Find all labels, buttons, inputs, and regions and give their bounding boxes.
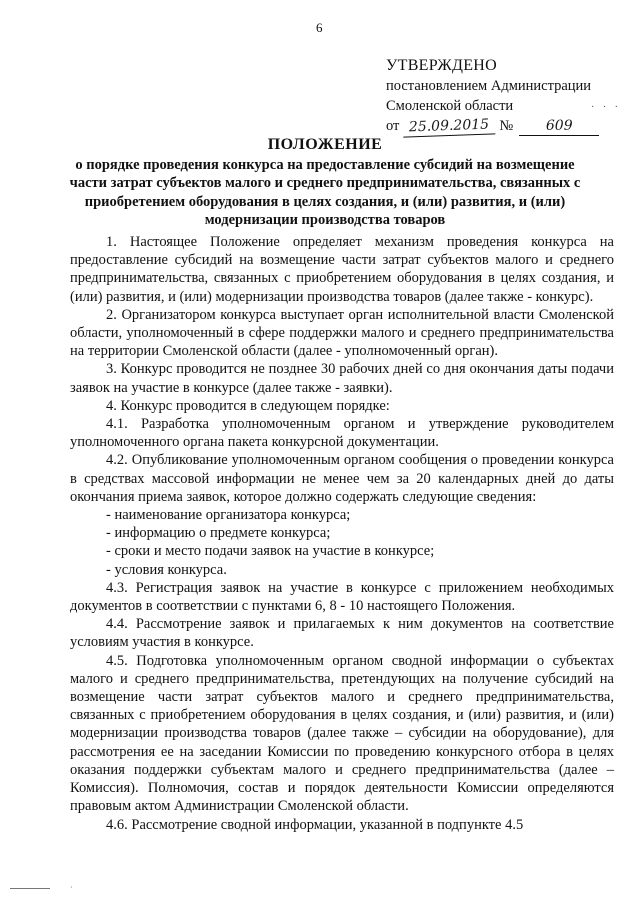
footer-mark: ·: [70, 883, 73, 892]
paragraph-4-2: 4.2. Опубликование уполномоченным органом сообщения о проведении конкурса в средствах массовой информации не менее чем за 20 календарных дней до даты окончания приема заявок, которое должно содержать следующие сведения:: [70, 452, 614, 505]
approval-prefix: от: [386, 118, 400, 134]
document-title: [60, 136, 590, 230]
approval-line-2: Смоленской области: [386, 98, 514, 114]
paragraph-4-1: 4.1. Разработка уполномоченным органом и утверждение руководителем уполномоченного органа пакета конкурсной документации.: [70, 416, 614, 451]
title-main: ПОЛОЖЕНИЕ: [267, 136, 383, 153]
title-subtitle: о порядке проведения конкурса на предоставление субсидий на возмещение части затрат субъектов малого и среднего предпринимательства, связанных с приобретением оборудования в целях создания, и (или) развития, и (или) модернизации производства товаров: [69, 156, 581, 228]
paragraph-1: 1. Настоящее Положение определяет механизм проведения конкурса на предоставление субсидий на возмещение части затрат субъектов малого и среднего предпринимательства, связанных с приобретением оборудования в целях создания, и (или) развития, и (или) модернизации производства товаров (далее также - конкурс).: [70, 234, 614, 305]
footer-divider: [10, 888, 50, 889]
list-item: - наименование организатора конкурса;: [106, 507, 351, 524]
approval-date-line: [386, 116, 626, 136]
paragraph-4-4: 4.4. Рассмотрение заявок и прилагаемых к ним документов на соответствие условиям участия в конкурсе.: [70, 616, 614, 651]
paragraph-4: 4. Конкурс проводится в следующем порядке:: [106, 397, 390, 414]
approval-heading: УТВЕРЖДЕНО: [386, 57, 498, 74]
scan-marks: · · ·: [591, 102, 621, 113]
approval-number: 609: [519, 117, 599, 136]
document-body: [70, 233, 614, 834]
approval-line-1: постановлением Администрации: [386, 78, 592, 94]
list-item: - сроки и место подачи заявок на участие в конкурсе;: [106, 543, 435, 560]
list-item: - условия конкурса.: [106, 561, 227, 578]
paragraph-4-5: 4.5. Подготовка уполномоченным органом сводной информации о субъектах малого и среднего предпринимательства, претендующих на получение субсидий на возмещение части затрат субъектов малого и среднего предпринимательства, связанных с приобретением оборудования в целях создания, и (или) развития, и (или) модернизации производства товаров (далее также – субсидии на оборудование), для рассмотрения ее на заседании Комиссии по проведению конкурсного отбора в целях оказания поддержки субъектам малого и среднего предпринимательства (далее – Комиссия). Полномочия, состав и порядок деятельности Комиссии определяются правовым актом Администрации Смоленской области.: [70, 652, 614, 815]
paragraph-4-3: 4.3. Регистрация заявок на участие в конкурсе с приложением необходимых документов в соответствии с пунктами 6, 8 - 10 настоящего Положения.: [70, 579, 614, 615]
paragraph-2: 2. Организатором конкурса выступает орган исполнительной власти Смоленской области, уполномоченный в сфере поддержки малого и среднего предпринимательства на территории Смоленской области (далее - уполномоченный орган).: [70, 306, 614, 360]
paragraph-3: 3. Конкурс проводится не позднее 30 рабочих дней со дня окончания даты подачи заявок на участие в конкурсе (далее также - заявки).: [70, 361, 614, 396]
approval-number-sign: №: [499, 118, 514, 134]
approval-date: 25.09.2015: [403, 115, 496, 137]
approval-block: [386, 56, 626, 136]
paragraph-4-6: 4.6. Рассмотрение сводной информации, указанной в подпункте 4.5: [106, 816, 524, 833]
page-number: 6: [316, 20, 323, 35]
list-item: - информацию о предмете конкурса;: [106, 525, 331, 542]
